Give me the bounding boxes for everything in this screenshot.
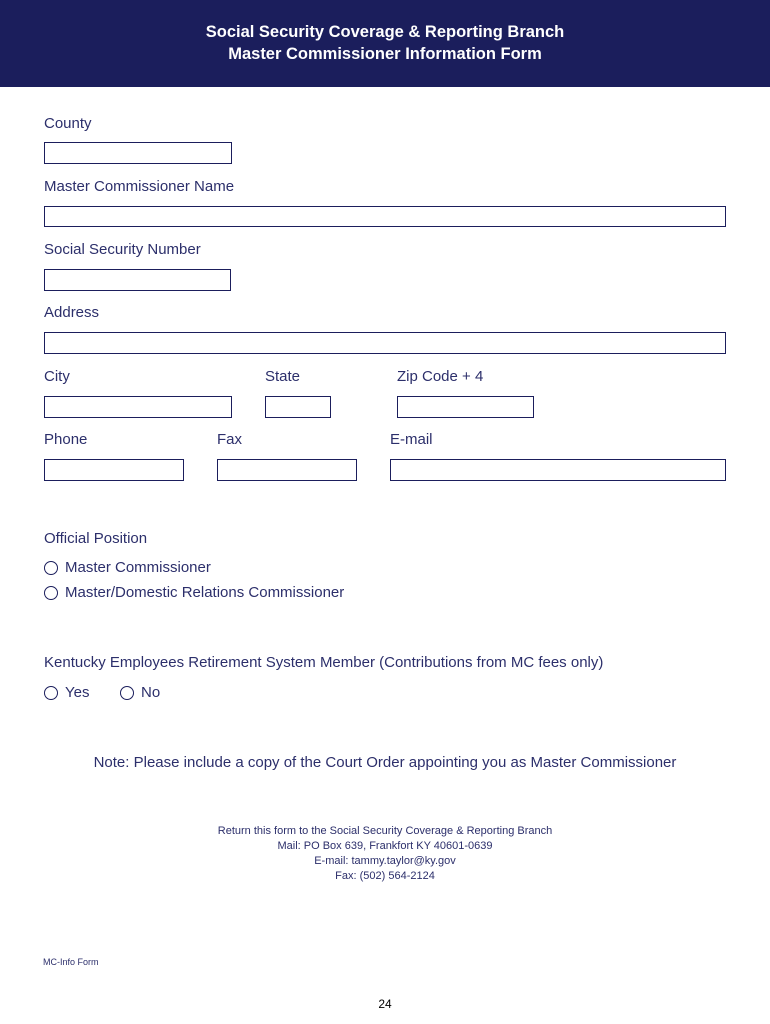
state-label: State <box>265 368 301 385</box>
county-input[interactable] <box>44 142 232 164</box>
mc-name-label: Master Commissioner Name <box>44 178 235 195</box>
radio-circle-icon[interactable] <box>120 686 134 700</box>
page-number: 24 <box>378 997 392 1011</box>
ssn-input[interactable] <box>44 269 231 291</box>
city-input[interactable] <box>44 396 232 418</box>
email-input[interactable] <box>390 459 726 481</box>
address-input[interactable] <box>44 332 726 354</box>
position-option-master-domestic[interactable] <box>44 584 344 601</box>
return-line-mail: Mail: PO Box 639, Frankfort KY 40601-0639 <box>277 840 493 852</box>
zip-input[interactable] <box>397 396 534 418</box>
court-order-note: Note: Please include a copy of the Court Order appointing you as Master Commissioner <box>93 754 677 771</box>
radio-label: Master Commissioner <box>65 559 211 576</box>
return-line-email: E-mail: tammy.taylor@ky.gov <box>314 855 456 867</box>
official-position-label: Official Position <box>44 530 148 547</box>
fax-input[interactable] <box>217 459 357 481</box>
form-header <box>0 0 770 87</box>
state-input[interactable] <box>265 396 331 418</box>
header-title-line1: Social Security Coverage & Reporting Branch <box>205 23 565 41</box>
ssn-label: Social Security Number <box>44 241 201 258</box>
kers-option-no[interactable] <box>120 684 160 701</box>
zip-label: Zip Code + 4 <box>397 368 484 385</box>
form-id: MC-Info Form <box>43 957 99 967</box>
mc-name-input[interactable] <box>44 206 726 227</box>
email-label: E-mail <box>390 431 433 448</box>
kers-label: Kentucky Employees Retirement System Member (Contributions from MC fees only) <box>44 654 604 671</box>
return-line-1: Return this form to the Social Security Coverage & Reporting Branch <box>217 825 553 837</box>
address-label: Address <box>44 304 100 321</box>
radio-circle-icon[interactable] <box>44 561 58 575</box>
kers-option-yes[interactable] <box>44 684 89 701</box>
radio-circle-icon[interactable] <box>44 586 58 600</box>
radio-circle-icon[interactable] <box>44 686 58 700</box>
position-option-master-commissioner[interactable] <box>44 559 211 576</box>
phone-input[interactable] <box>44 459 184 481</box>
radio-label: Master/Domestic Relations Commissioner <box>65 584 345 601</box>
phone-label: Phone <box>44 431 88 448</box>
fax-label: Fax <box>217 431 243 448</box>
county-label: County <box>44 115 92 132</box>
return-line-fax: Fax: (502) 564-2124 <box>335 870 435 882</box>
radio-label: No <box>141 684 161 701</box>
radio-label: Yes <box>65 684 90 701</box>
city-label: City <box>44 368 70 385</box>
header-title-line2: Master Commissioner Information Form <box>228 45 542 63</box>
